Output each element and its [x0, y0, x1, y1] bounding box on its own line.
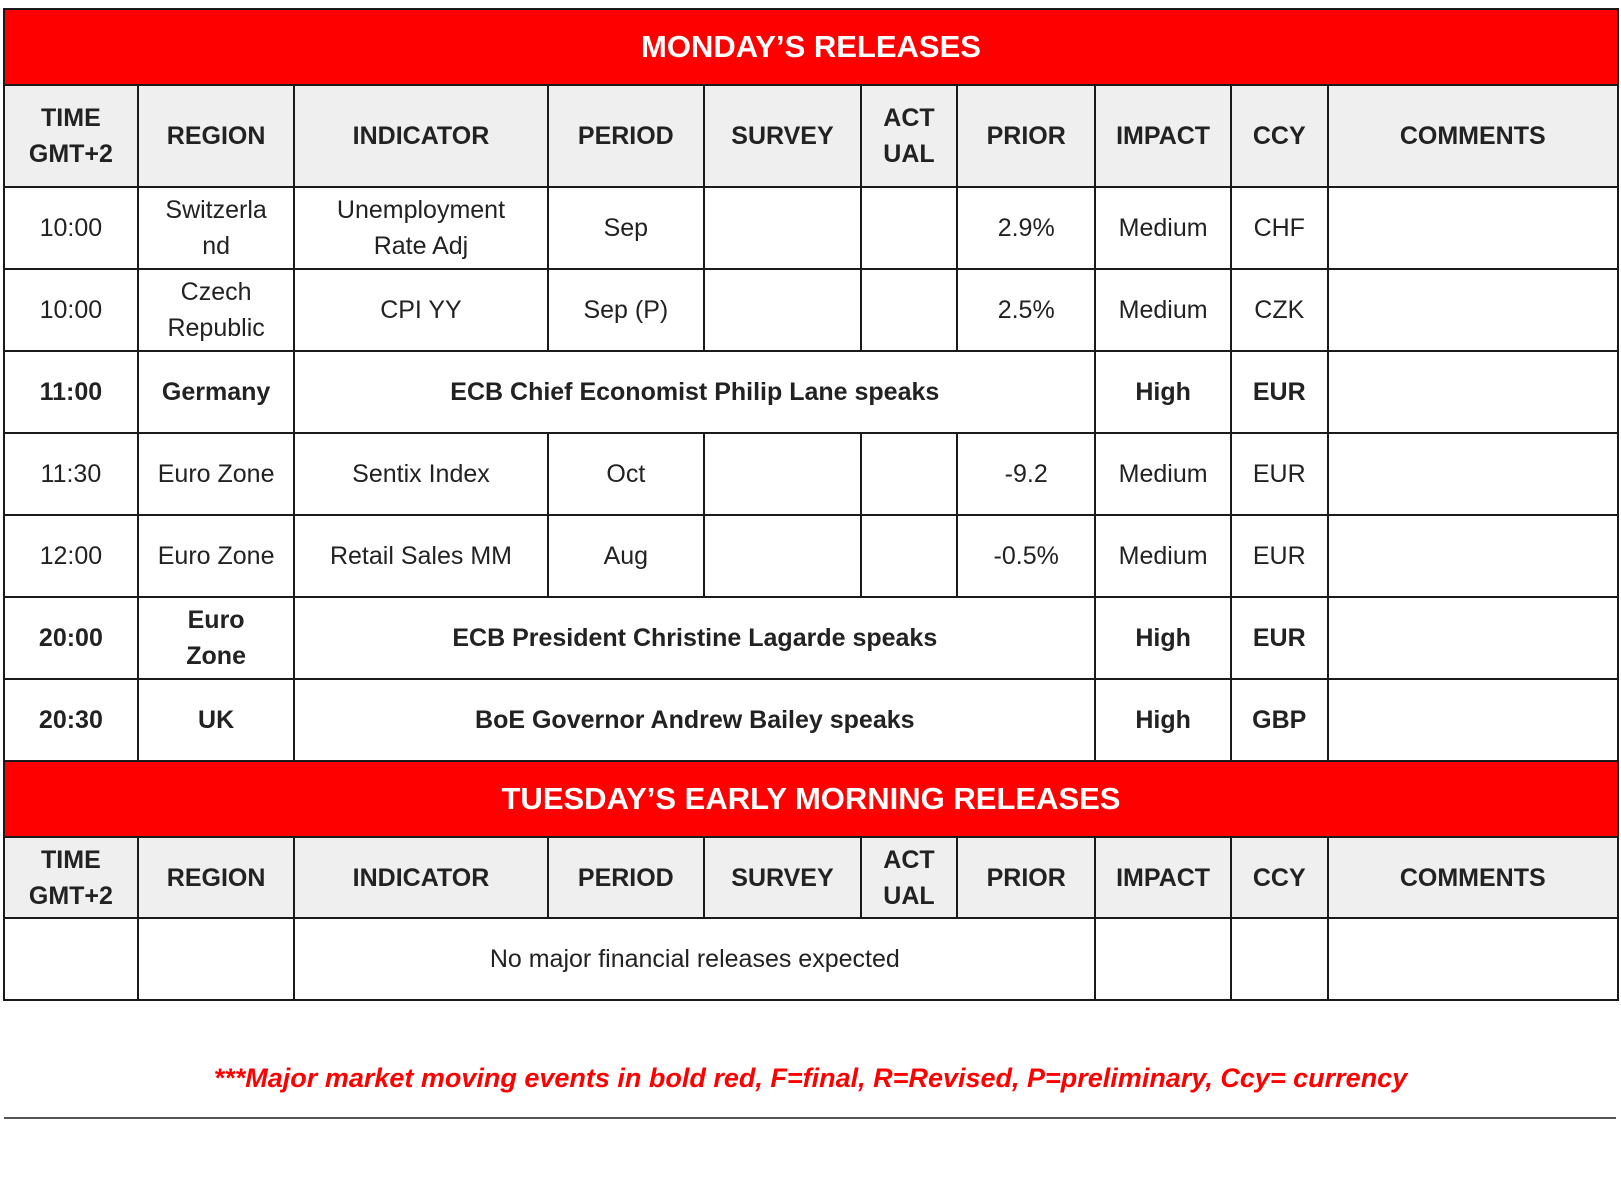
- cell-indicator: CPI YY: [294, 269, 547, 351]
- cell-impact: [1095, 918, 1231, 1000]
- header-impact: IMPACT: [1095, 85, 1231, 187]
- cell-prior: 2.9%: [957, 187, 1095, 269]
- cell-period: Aug: [548, 515, 705, 597]
- economic-calendar: [3, 8, 1619, 1001]
- cell-comments: [1328, 918, 1619, 1000]
- cell-comments: [1328, 269, 1619, 351]
- cell-comments: [1328, 187, 1619, 269]
- footnote: ***Major market moving events in bold red, F=final, R=Revised, P=preliminary, Ccy= currency: [213, 1063, 1408, 1093]
- header-comments: COMMENTS: [1328, 837, 1619, 918]
- cell-actual: [861, 433, 957, 515]
- cell-indicator: Retail Sales MM: [294, 515, 547, 597]
- cell-time: 11:00: [4, 351, 138, 433]
- cell-region: Germany: [138, 351, 295, 433]
- header-time: TIME GMT+2: [4, 837, 138, 918]
- header-actual: ACT UAL: [861, 85, 957, 187]
- no-releases-text: No major financial releases expected: [294, 918, 1095, 1000]
- cell-region: Czech Republic: [138, 269, 295, 351]
- cell-event: ECB Chief Economist Philip Lane speaks: [294, 351, 1095, 433]
- cell-survey: [704, 515, 861, 597]
- cell-ccy: EUR: [1231, 433, 1327, 515]
- cell-region: UK: [138, 679, 295, 761]
- table-row: [4, 351, 1618, 433]
- cell-impact: High: [1095, 679, 1231, 761]
- cell-time: 20:30: [4, 679, 138, 761]
- cell-impact: High: [1095, 597, 1231, 679]
- cell-prior: 2.5%: [957, 269, 1095, 351]
- cell-time: 11:30: [4, 433, 138, 515]
- cell-region: Euro Zone: [138, 597, 295, 679]
- cell-period: Oct: [548, 433, 705, 515]
- cell-prior: -9.2: [957, 433, 1095, 515]
- cell-impact: Medium: [1095, 269, 1231, 351]
- cell-comments: [1328, 597, 1619, 679]
- cell-prior: -0.5%: [957, 515, 1095, 597]
- releases-table: [3, 8, 1619, 1001]
- cell-region: Euro Zone: [138, 515, 295, 597]
- cell-region: Switzerla nd: [138, 187, 295, 269]
- cell-comments: [1328, 515, 1619, 597]
- header-period: PERIOD: [548, 837, 705, 918]
- header-prior: PRIOR: [957, 837, 1095, 918]
- header-ccy: CCY: [1231, 85, 1327, 187]
- cell-impact: Medium: [1095, 515, 1231, 597]
- cell-ccy: GBP: [1231, 679, 1327, 761]
- cell-time: 10:00: [4, 187, 138, 269]
- table-row: [4, 918, 1618, 1000]
- header-ccy: CCY: [1231, 837, 1327, 918]
- cell-actual: [861, 187, 957, 269]
- cell-event: BoE Governor Andrew Bailey speaks: [294, 679, 1095, 761]
- cell-indicator: Sentix Index: [294, 433, 547, 515]
- table-row: [4, 515, 1618, 597]
- cell-time: [4, 918, 138, 1000]
- header-time: TIME GMT+2: [4, 85, 138, 187]
- cell-ccy: EUR: [1231, 515, 1327, 597]
- monday-header-row: [4, 85, 1618, 187]
- cell-comments: [1328, 351, 1619, 433]
- divider: [4, 1117, 1616, 1119]
- cell-actual: [861, 515, 957, 597]
- cell-ccy: CHF: [1231, 187, 1327, 269]
- cell-period: Sep: [548, 187, 705, 269]
- table-row: [4, 187, 1618, 269]
- table-row: [4, 433, 1618, 515]
- cell-event: ECB President Christine Lagarde speaks: [294, 597, 1095, 679]
- cell-comments: [1328, 433, 1619, 515]
- cell-ccy: EUR: [1231, 351, 1327, 433]
- table-row: [4, 269, 1618, 351]
- cell-time: 12:00: [4, 515, 138, 597]
- cell-impact: Medium: [1095, 187, 1231, 269]
- header-actual: ACT UAL: [861, 837, 957, 918]
- header-indicator: INDICATOR: [294, 837, 547, 918]
- header-indicator: INDICATOR: [294, 85, 547, 187]
- cell-time: 20:00: [4, 597, 138, 679]
- cell-comments: [1328, 679, 1619, 761]
- cell-survey: [704, 269, 861, 351]
- monday-banner: MONDAY’S RELEASES: [4, 9, 1618, 85]
- cell-survey: [704, 187, 861, 269]
- header-period: PERIOD: [548, 85, 705, 187]
- header-prior: PRIOR: [957, 85, 1095, 187]
- cell-impact: High: [1095, 351, 1231, 433]
- cell-actual: [861, 269, 957, 351]
- header-region: REGION: [138, 837, 295, 918]
- cell-time: 10:00: [4, 269, 138, 351]
- header-impact: IMPACT: [1095, 837, 1231, 918]
- cell-ccy: CZK: [1231, 269, 1327, 351]
- header-comments: COMMENTS: [1328, 85, 1619, 187]
- cell-impact: Medium: [1095, 433, 1231, 515]
- cell-period: Sep (P): [548, 269, 705, 351]
- cell-survey: [704, 433, 861, 515]
- cell-indicator: Unemployment Rate Adj: [294, 187, 547, 269]
- header-region: REGION: [138, 85, 295, 187]
- header-survey: SURVEY: [704, 837, 861, 918]
- tuesday-header-row: [4, 837, 1618, 918]
- tuesday-banner: TUESDAY’S EARLY MORNING RELEASES: [4, 761, 1618, 837]
- cell-ccy: EUR: [1231, 597, 1327, 679]
- table-row: [4, 597, 1618, 679]
- cell-region: Euro Zone: [138, 433, 295, 515]
- header-survey: SURVEY: [704, 85, 861, 187]
- cell-ccy: [1231, 918, 1327, 1000]
- table-row: [4, 679, 1618, 761]
- cell-region: [138, 918, 295, 1000]
